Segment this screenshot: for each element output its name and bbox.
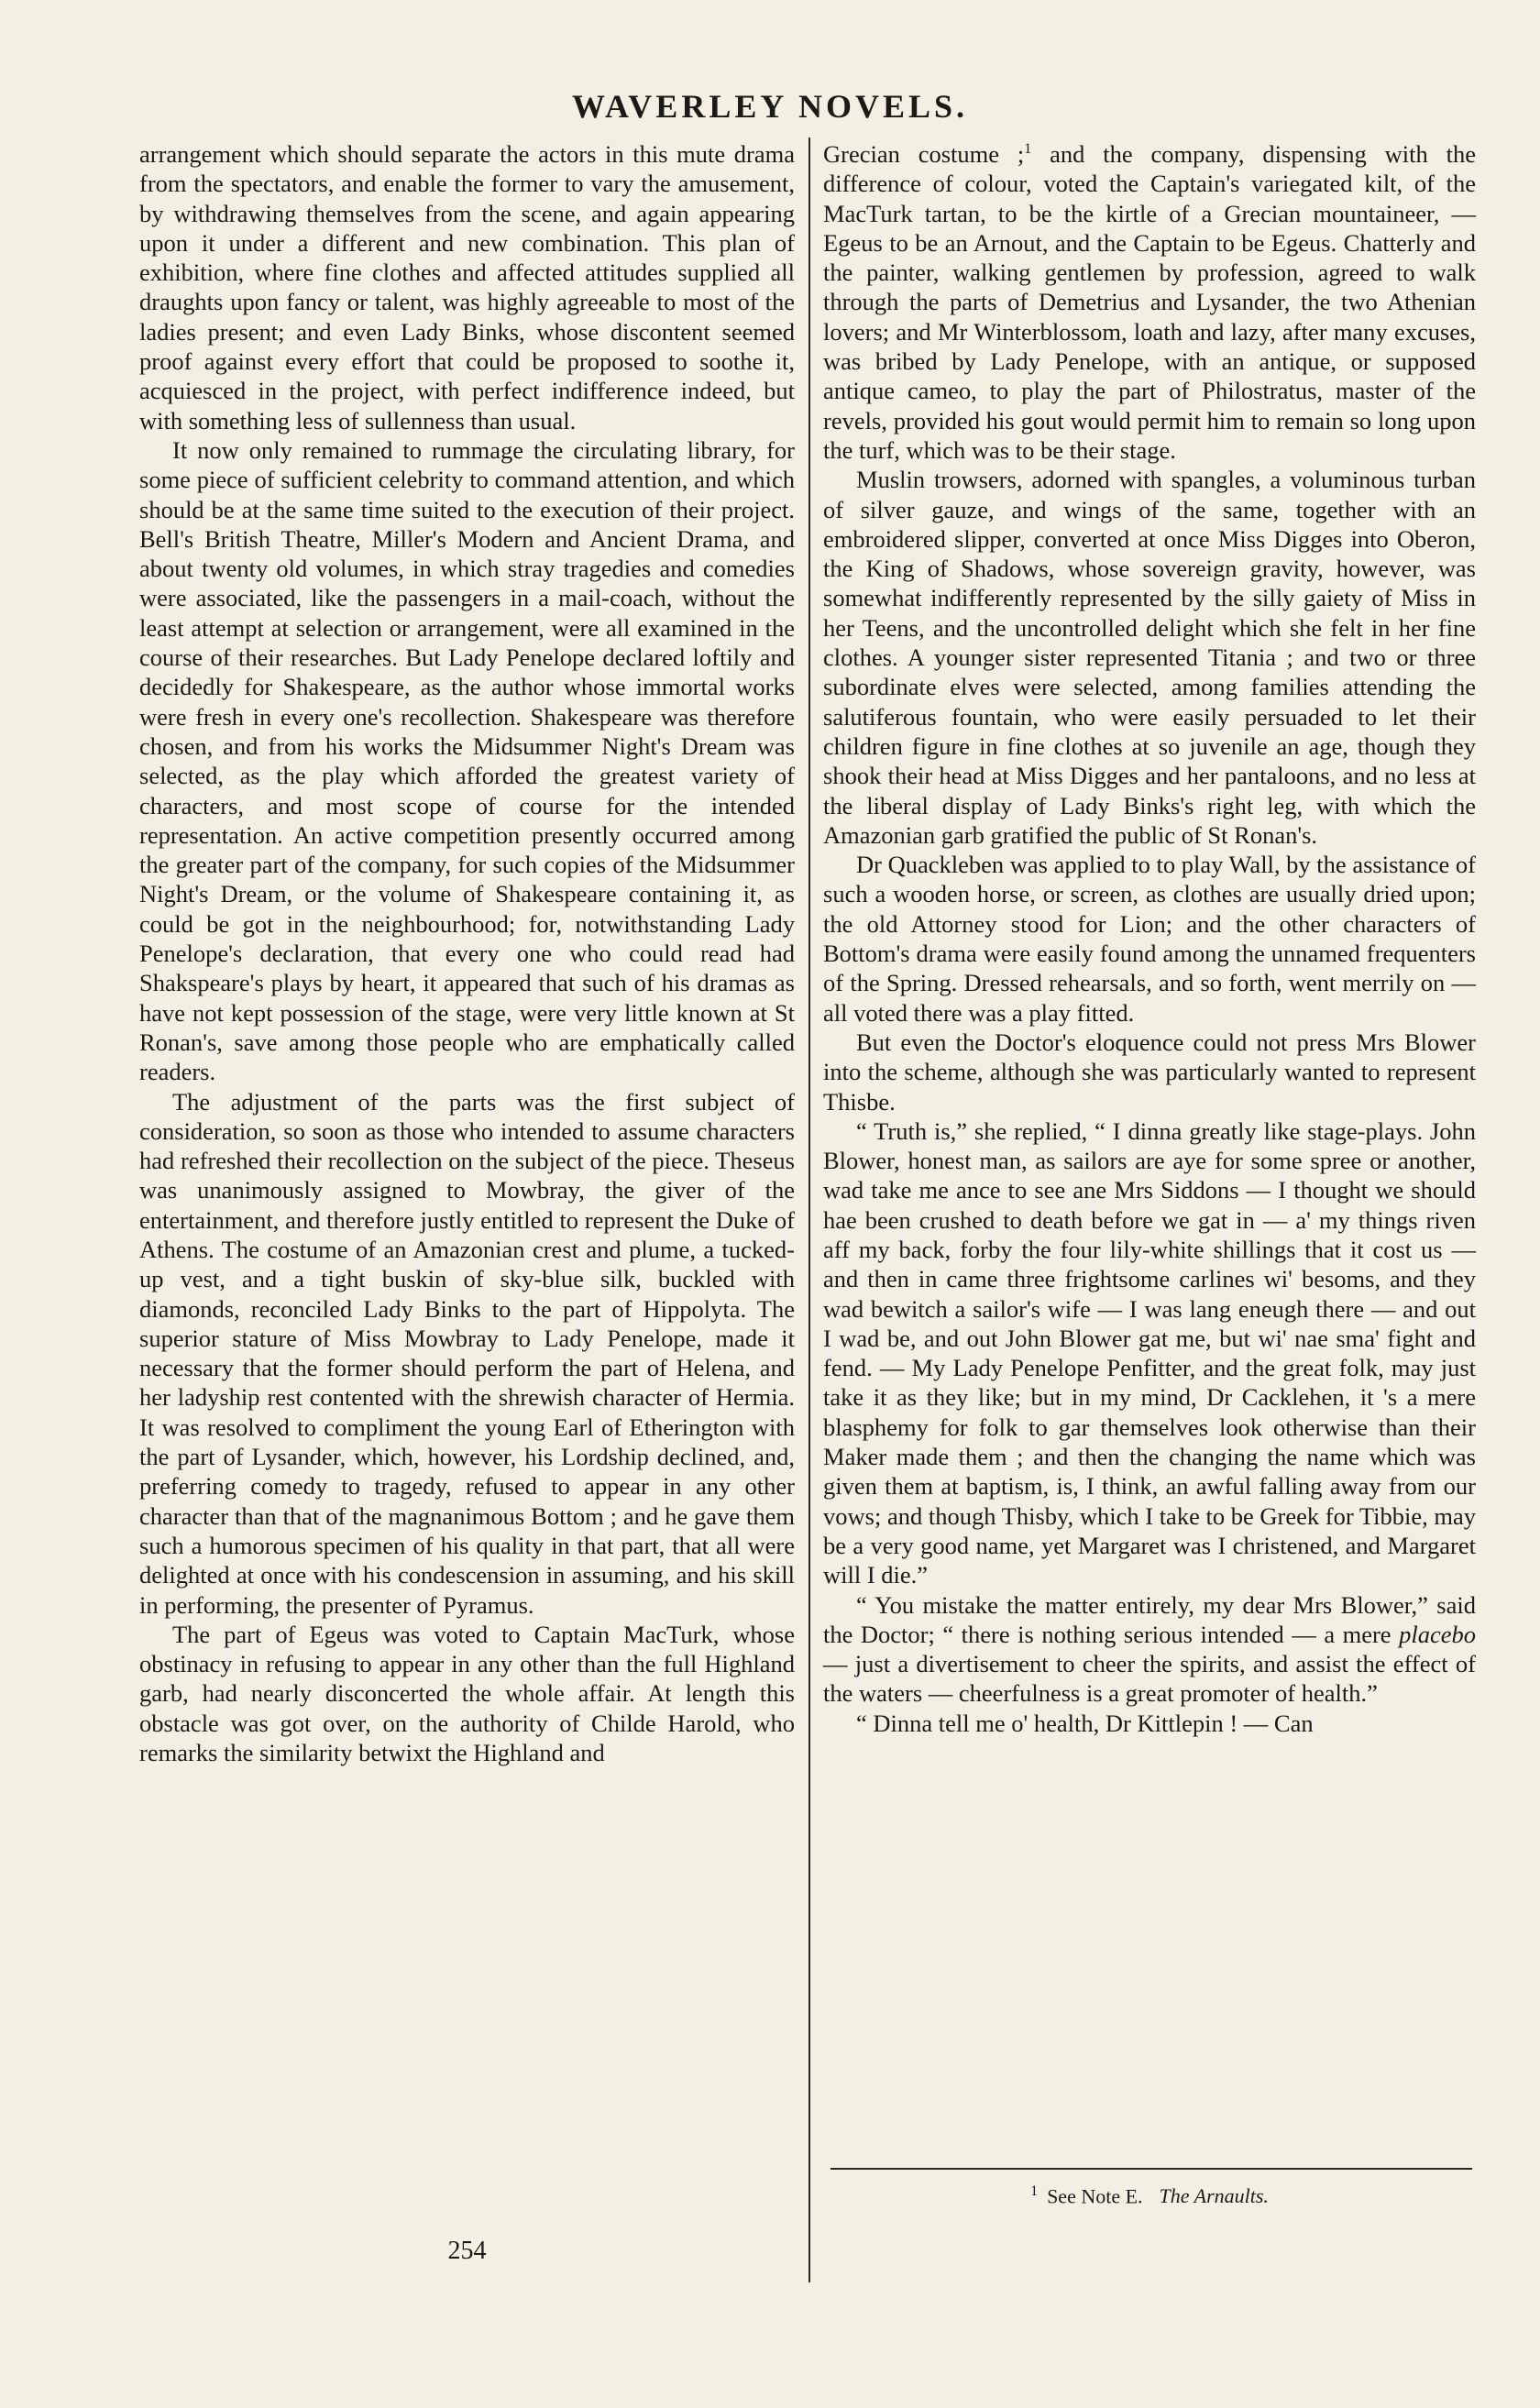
footnote-title: The Arnaults. [1159, 2184, 1269, 2208]
paragraph-text: and the company, dispensing with the difference of colour, voted the Captain's variegated kilt, of the MacTurk tartan, to be the kirtle of a Grecian mountaineer, — Egeus to be an Arnout, and the Captain to be Egeus. Chatterly and the painter, walking gentlemen by profession, agreed to walk through the parts of Demetrius and Lysander, the two Athenian lovers; and Mr Winterblossom, loath and lazy, after many excuses, was bribed by Lady Penelope, with an antique, or supposed antique cameo, to play the part of Philostratus, master of the revels, provided his gout would permit him to remain so long upon the turf, which was to be their stage. [823, 140, 1476, 464]
paragraph-text: — just a divertisement to cheer the spirits, and assist the effect of the waters — cheerfulness is a great promoter of health.” [823, 1650, 1476, 1708]
paragraph: The part of Egeus was voted to Captain MacTurk, whose obstinacy in refusing to appear in any other than the full Highland garb, had nearly disconcerted the whole affair. At length this obstacle was got over, on the authority of Childe Harold, who remarks the similarity betwixt the Highland and [139, 1620, 795, 1767]
paragraph: “ Dinna tell me o' health, Dr Kittlepin ! — Can [856, 1709, 1314, 1737]
footnote-marker: 1 [1024, 141, 1032, 158]
column-divider [808, 137, 810, 2282]
page-number: 254 [447, 2237, 487, 2265]
paragraph: “ Truth is,” she replied, “ I dinna greatly like stage-plays. John Blower, honest man, as sailors are aye for some spree or another, wad take me ance to see ane Mrs Siddons — I thought we should hae been crushed to death before we gat in — a' my things riven aff my back, forby the four lily-white shillings that it cost us — and then in came three frightsome carlines wi' besoms, and they wad bewitch a sailor's wife — I was lang eneugh there — and out I wad be, and out John Blower gat me, but wi' nae sma' fight and fend. — My Lady Penelope Penfitter, and the great folk, may just take it as they like; but in my mind, Dr Cacklehen, it 's a mere blasphemy for folk to gar themselves look otherwise than their Maker made them ; and then the changing the name which was given them at baptism, is, I think, an awful falling away from our vows; and though Thisby, which I take to be Greek for Tibbie, may be a very good name, yet Margaret was I christened, and Margaret will I die.” [823, 1116, 1476, 1589]
running-head: WAVERLEY NOVELS. [571, 88, 969, 125]
paragraph: The adjustment of the parts was the first subject of consideration, so soon as those who intended to assume characters had refreshed their recollection on the subject of the piece. Theseus was unanimously assigned to Mowbray, the giver of the entertainment, and therefore justly entitled to represent the Duke of Athens. The costume of an Amazonian crest and plume, a tucked-up vest, and a tight buskin of sky-blue silk, buckled with diamonds, reconciled Lady Binks to the part of Hippolyta. The superior stature of Miss Mowbray to Lady Penelope, made it necessary that the former should perform the part of Helena, and her ladyship rest contented with the shrewish character of Hermia. It was resolved to compliment the young Earl of Etherington with the part of Lysander, which, however, his Lordship declined, and, preferring comedy to tragedy, refused to appear in any other character than that of the magnanimous Bottom ; and he gave them such a humorous specimen of his quality in that part, that all were delighted at once with his condescension in assuming, and his skill in performing, the presenter of Pyramus. [139, 1087, 795, 1619]
paragraph [823, 139, 1476, 465]
paragraph: arrangement which should separate the actors in this mute drama from the spectators, and enable the former to vary the amusement, by withdrawing themselves from the scene, and again appearing upon it under a different and new combination. This plan of exhibition, where fine clothes and affected attitudes supplied all draughts upon fancy or talent, was highly agreeable to most of the ladies present; and even Lady Binks, whose discontent seemed proof against every effort that could be proposed to soothe it, acquiesced in the project, with perfect indifference indeed, but with something less of sullenness than usual. [139, 140, 795, 434]
paragraph: Dr Quackleben was applied to to play Wall, by the assistance of such a wooden horse, or screen, as clothes are usually dried upon; the old Attorney stood for Lion; and the other characters of Bottom's drama were easily found among the unnamed frequenters of the Spring. Dressed rehearsals, and so forth, went merrily on — all voted there was a play fitted. [823, 851, 1476, 1027]
left-column [139, 139, 795, 1767]
paragraph-text: Grecian costume ; [823, 140, 1025, 168]
paragraph: Muslin trowsers, adorned with spangles, a voluminous turban of silver gauze, and wings of the same, together with an embroidered slipper, converted at once Miss Digges into Oberon, the King of Shadows, whose sovereign gravity, however, was somewhat indifferently represented by the silly gaiety of Miss in her Teens, and the uncontrolled delight which she felt in her fine clothes. A younger sister represented Titania ; and two or three subordinate elves were selected, among families attending the salutiferous fountain, who were easily persuaded to let their children figure in fine clothes at so juvenile an age, though they shook their head at Miss Digges and her pantaloons, and no less at the liberal display of Lady Binks's right leg, with which the Amazonian garb gratified the public of St Ronan's. [823, 466, 1476, 849]
footnote-text: See Note E. [1047, 2184, 1143, 2208]
paragraph: It now only remained to rummage the circulating library, for some piece of sufficient celebrity to command attention, and which should be at the same time suited to the execution of their project. Bell's British Theatre, Miller's Modern and Ancient Drama, and about twenty old volumes, in which stray tragedies and comedies were associated, like the passengers in a mail-coach, without the least attempt at selection or arrangement, were all examined in the course of their researches. But Lady Penelope declared loftily and decidedly for Shakespeare, as the author whose immortal works were fresh in every one's recollection. Shakespeare was therefore chosen, and from his works the Midsummer Night's Dream was selected, as the play which afforded the greatest variety of characters, and most scope of course for the intended representation. An active competition presently occurred among the greater part of the company, for such copies of the Midsummer Night's Dream, or the volume of Shakespeare containing it, as could be got in the neighbourhood; for, notwithstanding Lady Penelope's declaration, that every one who could read had Shakspeare's plays by heart, it appeared that such of his dramas as have not kept possession of the stage, were very little known at St Ronan's, save among those people who are emphatically called readers. [139, 435, 795, 1086]
right-column [823, 139, 1476, 1738]
footnote-marker: 1 [1030, 2183, 1039, 2199]
footnote-rule [830, 2168, 1472, 2170]
italic-text: placebo [1399, 1620, 1476, 1648]
footnote [823, 2183, 1476, 2208]
paragraph-text: “ You mistake the matter entirely, my dear Mrs Blower,” said the Doctor; “ there is nothing serious intended — a mere [823, 1590, 1476, 1648]
paragraph [823, 1590, 1476, 1709]
paragraph: But even the Doctor's eloquence could not press Mrs Blower into the scheme, although she was particularly wanted to represent Thisbe. [823, 1028, 1476, 1116]
